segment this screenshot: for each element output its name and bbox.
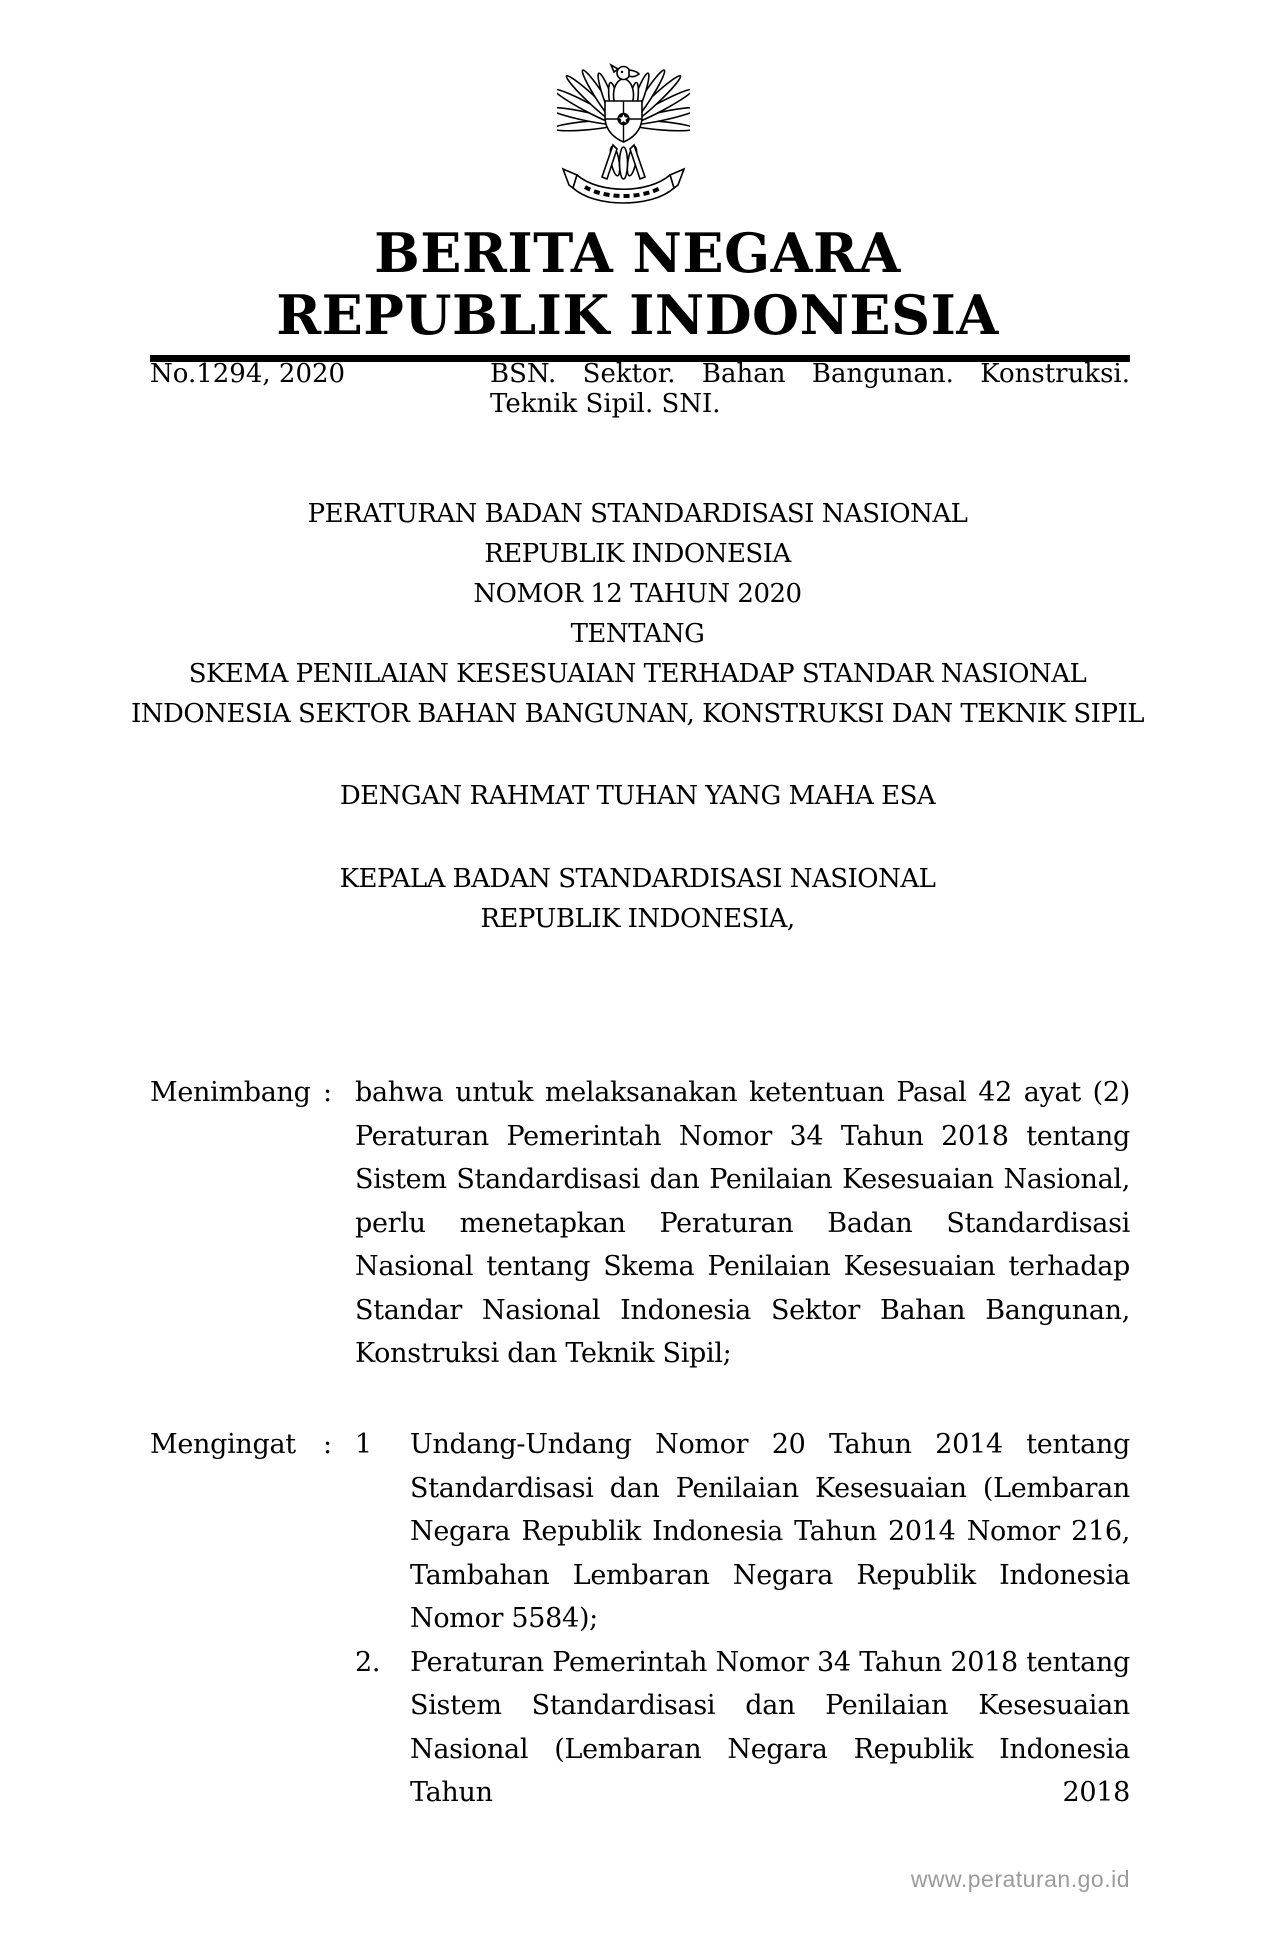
title-line-republik: REPUBLIK INDONESIA [484, 539, 791, 569]
mengingat-label: Mengingat [150, 1429, 296, 1460]
masthead-title-line1: BERITA NEGARA [374, 221, 901, 285]
menimbang-label: Menimbang [150, 1077, 311, 1108]
legal-item-number: 2. [355, 1646, 381, 1678]
mengingat-section [150, 1423, 1130, 1815]
menimbang-text: bahwa untuk melaksanakan ketentuan Pasal 42 ayat (2) Peraturan Pemerintah Nomor 34 Tahun 2018 tentang Sistem Standardisasi dan Penilaian Kesesuaian Nasional, perlu menetapkan Peraturan Badan Standardisasi Nasional tentang Skema Penilaian Kesesuaian terhadap Standar Nasional Indonesia Sektor Bahan Bangunan, Konstruksi dan Teknik Sipil; [355, 1077, 1130, 1369]
footer-watermark-url: www.peraturan.go.id [910, 1866, 1130, 1892]
official-line2: REPUBLIK INDONESIA, [480, 904, 795, 934]
gazette-subject-line1: BSN. Sektor. Bahan Bangunan. Konstruksi. [490, 359, 1130, 389]
menimbang-colon: : [323, 1077, 332, 1108]
menimbang-section [150, 1071, 1130, 1376]
gazette-number: No.1294, 2020 [150, 359, 346, 389]
masthead [0, 222, 1275, 346]
title-line-tentang: TENTANG [570, 619, 705, 649]
legal-item-text: Undang-Undang Nomor 20 Tahun 2014 tentang Standardisasi dan Penilaian Kesesuaian (Lembaran Negara Republik Indonesia Tahun 2014 Nomor 216, Tambahan Lembaran Negara Republik Indonesia Nomor 5584); [410, 1429, 1130, 1634]
title-line-sektor: INDONESIA SEKTOR BAHAN BANGUNAN, KONSTRUKSI DAN TEKNIK SIPIL [131, 699, 1144, 729]
masthead-title-line2: REPUBLIK INDONESIA [276, 283, 999, 347]
legal-item-text: Peraturan Pemerintah Nomor 34 Tahun 2018 tentang Sistem Standardisasi dan Penilaian Kesesuaian Nasional (Lembaran Negara Republik Indonesia Tahun 2018 [410, 1646, 1130, 1808]
official-block [0, 859, 1275, 939]
gazette-note [150, 359, 1130, 419]
gazette-subject-line2: Teknik Sipil. SNI. [490, 389, 721, 419]
mengingat-colon: : [323, 1429, 332, 1460]
title-line-skema: SKEMA PENILAIAN KESESUAIAN TERHADAP STANDAR NASIONAL [188, 659, 1087, 689]
legal-item-number: 1 [355, 1429, 372, 1460]
title-line-peraturan: PERATURAN BADAN STANDARDISASI NASIONAL [307, 499, 968, 529]
legal-reference-item [355, 1641, 1130, 1815]
mengingat-items [355, 1423, 1130, 1815]
invocation-line: DENGAN RAHMAT TUHAN YANG MAHA ESA [339, 781, 936, 811]
garuda-pancasila-emblem-icon [557, 56, 690, 218]
legal-reference-item [355, 1423, 1130, 1641]
gazette-subject [490, 359, 1130, 419]
official-line1: KEPALA BADAN STANDARDISASI NASIONAL [339, 864, 936, 894]
regulation-title-block [0, 494, 1275, 734]
garuda-emblem-drawing [557, 56, 690, 218]
title-line-nomor: NOMOR 12 TAHUN 2020 [473, 579, 802, 609]
